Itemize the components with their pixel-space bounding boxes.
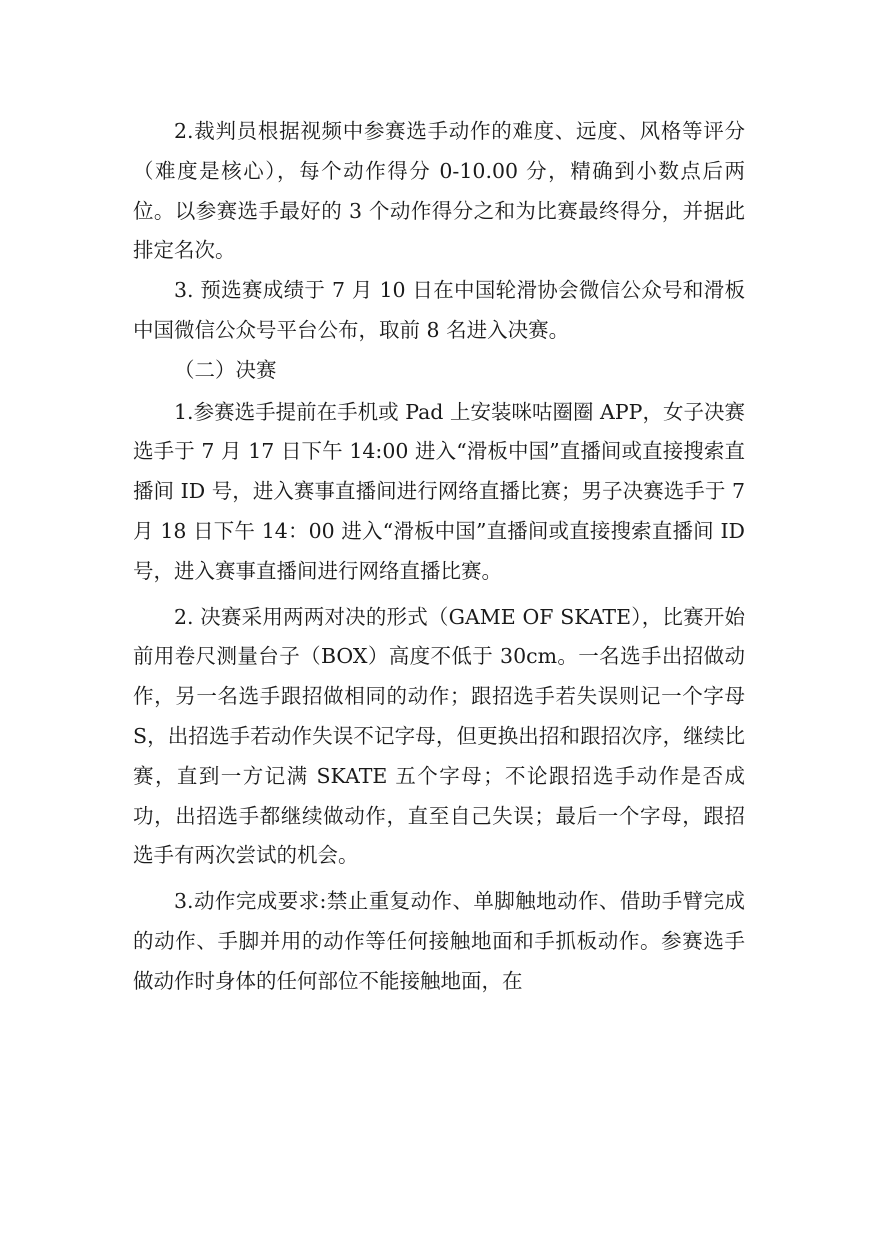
paragraph-trick-requirements: 3.动作完成要求:禁止重复动作、单脚触地动作、借助手臂完成的动作、手脚并用的动作等任何接触地面和手抓板动作。参赛选手做动作时身体的任何部位不能接触地面，在: [133, 889, 745, 993]
section-heading-final: （二）决赛: [174, 357, 277, 382]
document-body: [133, 112, 745, 1002]
paragraph-final-format: 2. 决赛采用两两对决的形式（GAME OF SKATE），比赛开始前用卷尺测量台子（BOX）高度不低于 30cm。一名选手出招做动作，另一名选手跟招做相同的动作；跟招选手若失误则记一个字母 S，出招选手若动作失误不记字母，但更换出招和跟招次序，继续比赛，直到一方记满 SKATE 五个字母；不论跟招选手动作是否成功，出招选手都继续做动作，直至自己失误；最后一个字母，跟招选手有两次尝试的机会。: [133, 604, 745, 868]
paragraph-prelim-results: 3. 预选赛成绩于 7 月 10 日在中国轮滑协会微信公众号和滑板中国微信公众号平台公布，取前 8 名进入决赛。: [133, 278, 745, 342]
paragraph-prelim-scoring: 2.裁判员根据视频中参赛选手动作的难度、远度、风格等评分（难度是核心），每个动作得分 0-10.00 分，精确到小数点后两位。以参赛选手最好的 3 个动作得分之和为比赛最终得分，并据此排定名次。: [133, 119, 745, 263]
paragraph-final-livestream: 1.参赛选手提前在手机或 Pad 上安装咪咕圈圈 APP，女子决赛选手于 7 月 17 日下午 14:00 进入“滑板中国”直播间或直接搜索直播间 ID 号，进入赛事直播间进行网络直播比赛；男子决赛选手于 7 月 18 日下午 14：00 进入“滑板中国”直播间或直接搜索直播间 ID 号，进入赛事直播间进行网络直播比赛。: [133, 399, 745, 583]
